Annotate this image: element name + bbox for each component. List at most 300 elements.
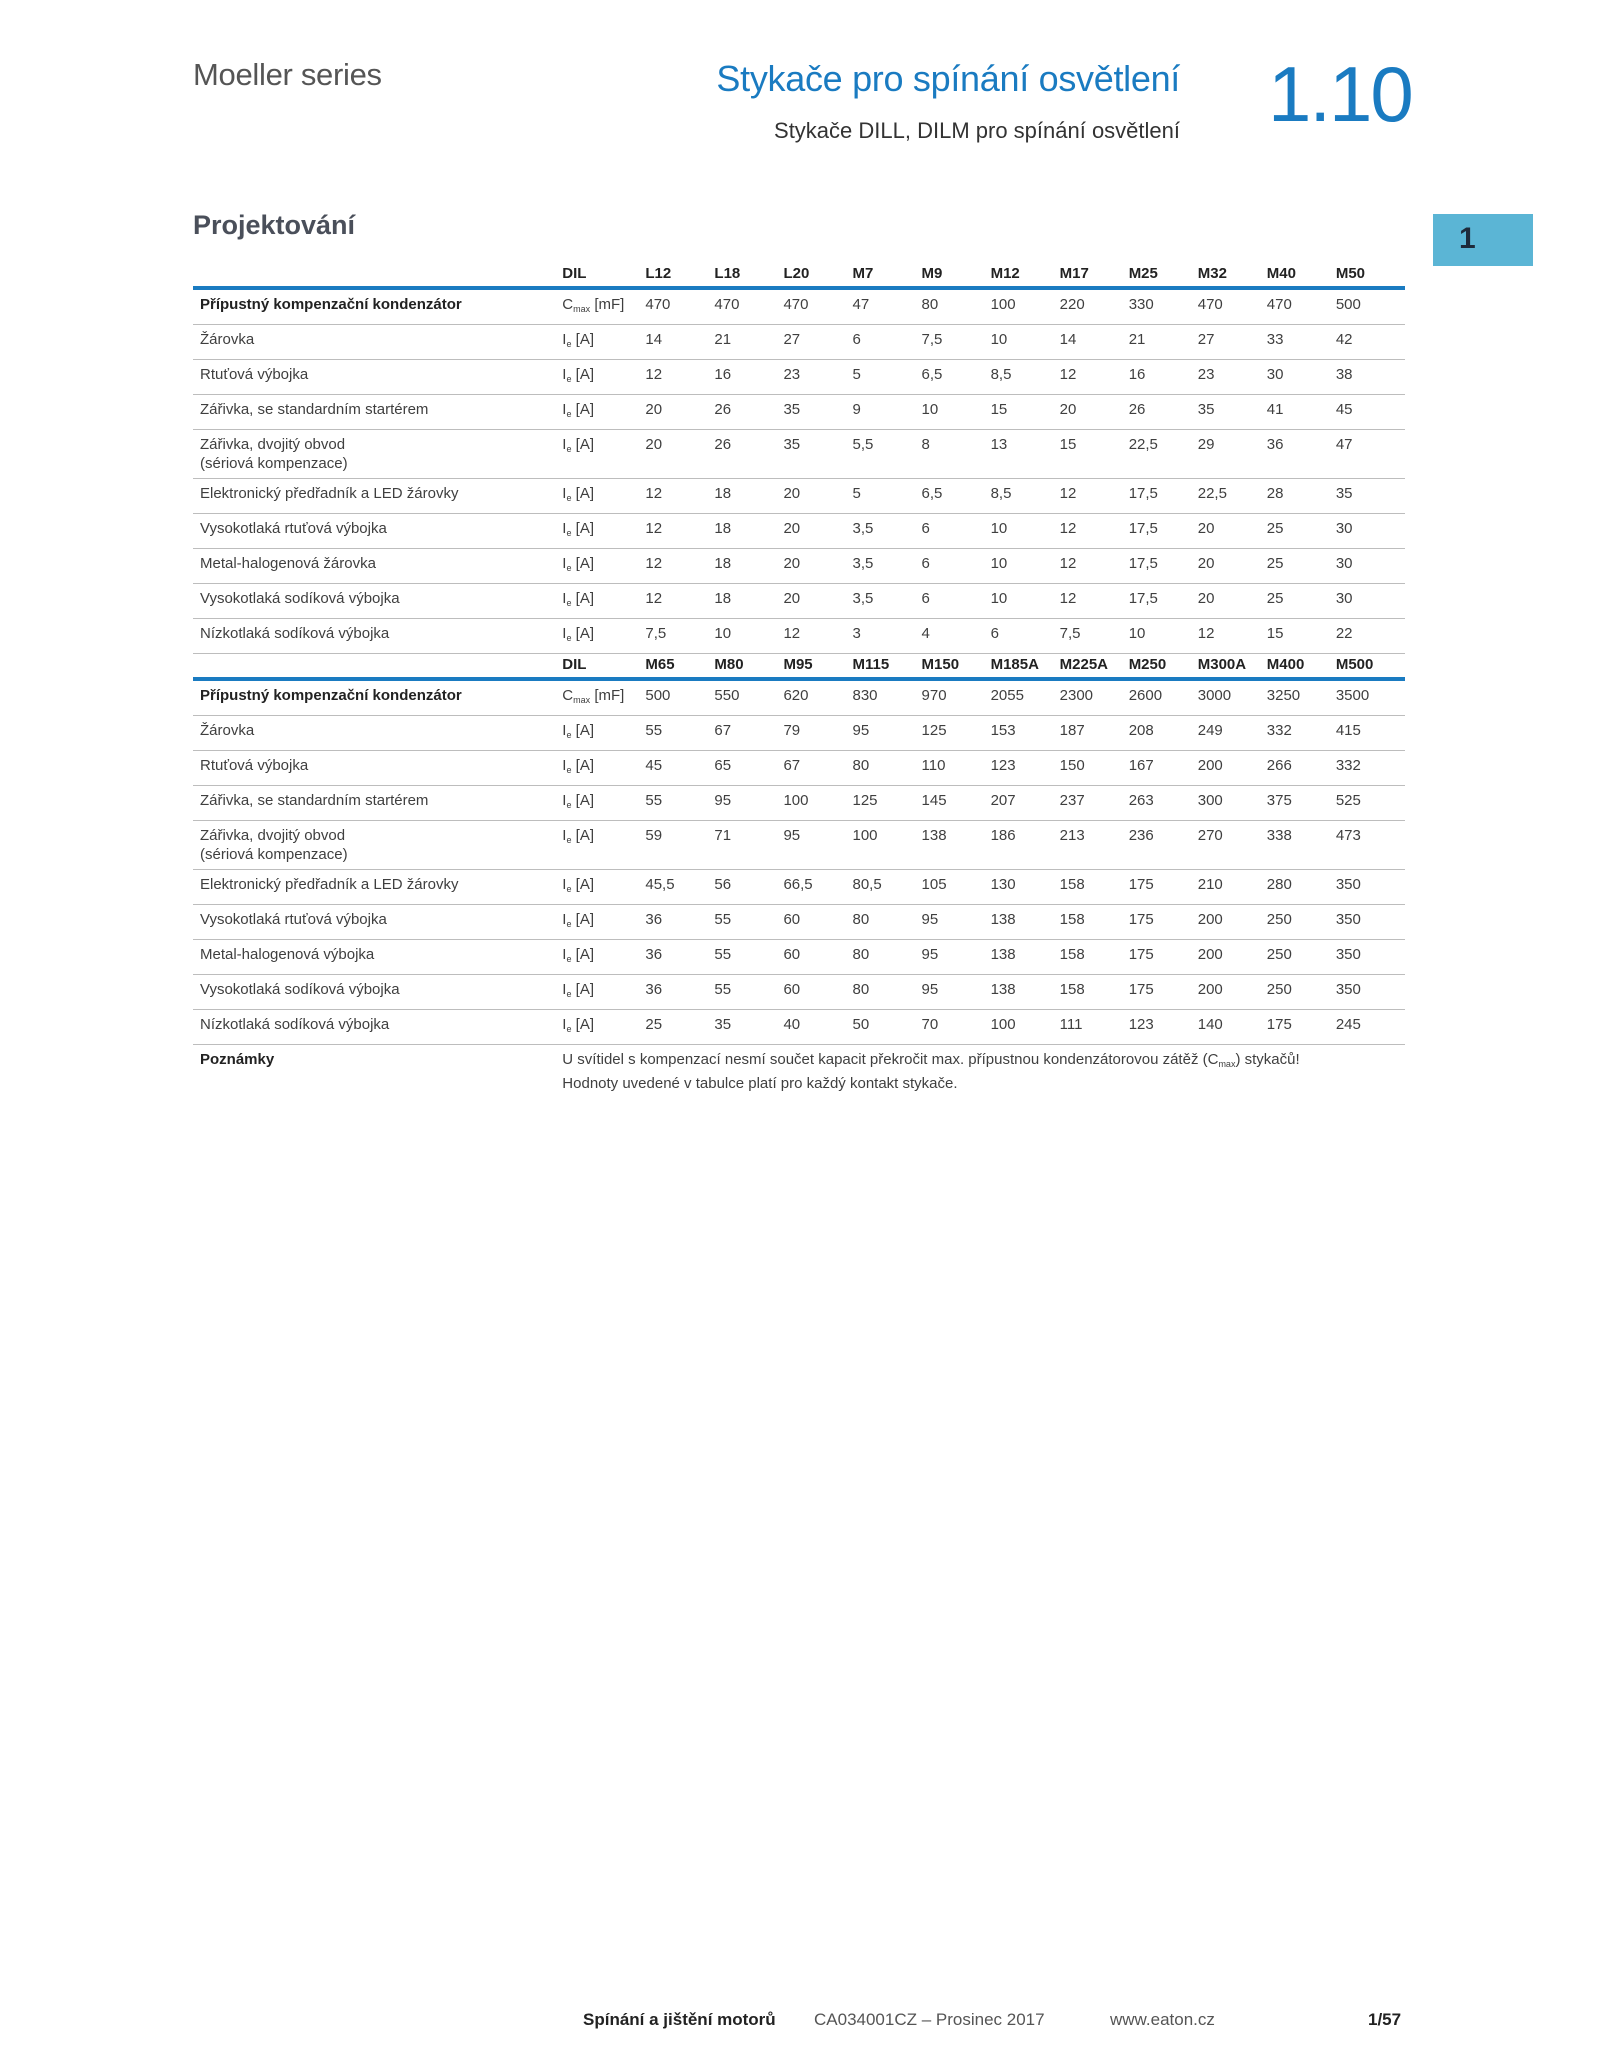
value-cell: 300	[1198, 786, 1267, 821]
value-cell: 123	[1129, 1010, 1198, 1045]
row-unit	[562, 975, 645, 1010]
value-cell: 525	[1336, 786, 1405, 821]
value-cell: 26	[714, 395, 783, 430]
value-cell: 50	[853, 1010, 922, 1045]
table-row	[193, 479, 1405, 514]
value-cell: 27	[1198, 325, 1267, 360]
unit-symbol: I	[562, 722, 567, 739]
column-header: M300A	[1198, 649, 1267, 679]
row-unit	[562, 940, 645, 975]
value-cell: 20	[645, 430, 714, 479]
value-cell: 213	[1060, 821, 1129, 870]
notes-row	[193, 1045, 1405, 1099]
row-label	[193, 584, 562, 619]
unit-symbol: I	[562, 911, 567, 928]
unit-text: [A]	[571, 757, 594, 774]
value-cell: 375	[1267, 786, 1336, 821]
value-cell: 250	[1267, 975, 1336, 1010]
value-cell: 35	[714, 1010, 783, 1045]
row-label	[193, 288, 562, 325]
value-cell: 67	[714, 716, 783, 751]
unit-text: [A]	[571, 436, 594, 453]
value-cell: 470	[714, 288, 783, 325]
value-cell: 20	[645, 395, 714, 430]
unit-text: [A]	[571, 520, 594, 537]
value-cell: 175	[1129, 905, 1198, 940]
value-cell: 110	[922, 751, 991, 786]
value-cell: 250	[1267, 940, 1336, 975]
unit-subscript: e	[566, 800, 572, 810]
series-name: Moeller series	[193, 57, 382, 92]
unit-text: [A]	[571, 827, 594, 844]
value-cell: 13	[991, 430, 1060, 479]
header-empty	[193, 649, 562, 679]
value-cell: 12	[645, 479, 714, 514]
unit-subscript: e	[566, 954, 572, 964]
value-cell: 237	[1060, 786, 1129, 821]
value-cell: 70	[922, 1010, 991, 1045]
value-cell: 55	[645, 786, 714, 821]
value-cell: 36	[645, 905, 714, 940]
unit-text: [A]	[571, 485, 594, 502]
header-empty	[193, 258, 562, 288]
value-cell: 17,5	[1129, 514, 1198, 549]
value-cell: 67	[783, 751, 852, 786]
unit-subscript: e	[566, 374, 572, 384]
column-header: M50	[1336, 258, 1405, 288]
value-cell: 158	[1060, 940, 1129, 975]
value-cell: 25	[1267, 514, 1336, 549]
notes-line1-b: ) stykačů!	[1235, 1051, 1300, 1068]
value-cell: 22,5	[1129, 430, 1198, 479]
value-cell: 2300	[1060, 679, 1129, 716]
value-cell: 970	[922, 679, 991, 716]
row-label-text: Zářivka, dvojitý obvod	[200, 436, 346, 453]
row-label	[193, 940, 562, 975]
value-cell: 830	[853, 679, 922, 716]
value-cell: 14	[1060, 325, 1129, 360]
row-label-text: Zářivka, se standardním startérem	[200, 401, 429, 418]
value-cell: 79	[783, 716, 852, 751]
value-cell: 100	[991, 1010, 1060, 1045]
value-cell: 138	[922, 821, 991, 870]
row-label	[193, 975, 562, 1010]
row-label-text: Nízkotlaká sodíková výbojka	[200, 1016, 390, 1033]
table-header-row	[193, 258, 1405, 288]
column-header: M32	[1198, 258, 1267, 288]
value-cell: 8	[922, 430, 991, 479]
value-cell: 140	[1198, 1010, 1267, 1045]
table-row	[193, 430, 1405, 479]
table-row	[193, 679, 1405, 716]
value-cell: 200	[1198, 940, 1267, 975]
value-cell: 80,5	[853, 870, 922, 905]
value-cell: 18	[714, 514, 783, 549]
row-unit	[562, 870, 645, 905]
value-cell: 6,5	[922, 479, 991, 514]
unit-text: [A]	[571, 792, 594, 809]
row-unit	[562, 821, 645, 870]
value-cell: 25	[1267, 584, 1336, 619]
row-label	[193, 395, 562, 430]
value-cell: 17,5	[1129, 584, 1198, 619]
value-cell: 18	[714, 479, 783, 514]
row-label	[193, 1010, 562, 1045]
section-heading: Projektování	[193, 210, 356, 240]
value-cell: 415	[1336, 716, 1405, 751]
unit-text: [A]	[571, 946, 594, 963]
column-header: M185A	[991, 649, 1060, 679]
value-cell: 42	[1336, 325, 1405, 360]
row-unit	[562, 905, 645, 940]
value-cell: 80	[853, 751, 922, 786]
value-cell: 38	[1336, 360, 1405, 395]
unit-subscript: e	[566, 989, 572, 999]
row-label	[193, 905, 562, 940]
row-label	[193, 479, 562, 514]
unit-subscript: e	[566, 339, 572, 349]
value-cell: 12	[645, 549, 714, 584]
contactor-table-1	[193, 258, 1405, 654]
value-cell: 95	[922, 905, 991, 940]
value-cell: 65	[714, 751, 783, 786]
value-cell: 7,5	[1060, 619, 1129, 654]
value-cell: 95	[922, 940, 991, 975]
value-cell: 175	[1129, 870, 1198, 905]
row-unit	[562, 679, 645, 716]
value-cell: 12	[1060, 549, 1129, 584]
unit-symbol: I	[562, 1016, 567, 1033]
value-cell: 200	[1198, 905, 1267, 940]
value-cell: 200	[1198, 975, 1267, 1010]
column-header: M12	[991, 258, 1060, 288]
value-cell: 207	[991, 786, 1060, 821]
value-cell: 28	[1267, 479, 1336, 514]
unit-symbol: I	[562, 331, 567, 348]
value-cell: 26	[714, 430, 783, 479]
table-row	[193, 870, 1405, 905]
row-unit	[562, 1010, 645, 1045]
row-label-text: Vysokotlaká rtuťová výbojka	[200, 520, 387, 537]
value-cell: 145	[922, 786, 991, 821]
column-header: M250	[1129, 649, 1198, 679]
value-cell: 23	[1198, 360, 1267, 395]
table-header-row	[193, 649, 1405, 679]
footer-website: www.eaton.cz	[1110, 2010, 1215, 2029]
value-cell: 338	[1267, 821, 1336, 870]
table-row	[193, 584, 1405, 619]
value-cell: 158	[1060, 905, 1129, 940]
table-row	[193, 975, 1405, 1010]
value-cell: 47	[1336, 430, 1405, 479]
row-unit	[562, 395, 645, 430]
unit-text: [A]	[571, 401, 594, 418]
unit-subscript: e	[566, 884, 572, 894]
value-cell: 153	[991, 716, 1060, 751]
row-label-text: Elektronický předřadník a LED žárovky	[200, 485, 459, 502]
value-cell: 10	[922, 395, 991, 430]
row-label	[193, 679, 562, 716]
value-cell: 2055	[991, 679, 1060, 716]
unit-text: [mF]	[590, 296, 625, 313]
value-cell: 3,5	[853, 584, 922, 619]
column-header: M115	[853, 649, 922, 679]
value-cell: 186	[991, 821, 1060, 870]
value-cell: 138	[991, 975, 1060, 1010]
row-label-text-2: (sériová kompenzace)	[200, 846, 348, 863]
value-cell: 3,5	[853, 514, 922, 549]
value-cell: 220	[1060, 288, 1129, 325]
value-cell: 36	[1267, 430, 1336, 479]
value-cell: 350	[1336, 905, 1405, 940]
value-cell: 473	[1336, 821, 1405, 870]
value-cell: 21	[714, 325, 783, 360]
value-cell: 4	[922, 619, 991, 654]
unit-subscript: e	[566, 563, 572, 573]
value-cell: 2600	[1129, 679, 1198, 716]
value-cell: 123	[991, 751, 1060, 786]
row-unit	[562, 479, 645, 514]
value-cell: 14	[645, 325, 714, 360]
value-cell: 10	[714, 619, 783, 654]
value-cell: 12	[1198, 619, 1267, 654]
row-label-text: Žárovka	[200, 331, 255, 348]
value-cell: 22	[1336, 619, 1405, 654]
unit-symbol: I	[562, 520, 567, 537]
value-cell: 12	[645, 360, 714, 395]
unit-subscript: e	[566, 730, 572, 740]
value-cell: 6	[922, 584, 991, 619]
unit-symbol: I	[562, 366, 567, 383]
value-cell: 30	[1336, 514, 1405, 549]
value-cell: 10	[991, 514, 1060, 549]
column-header: M95	[783, 649, 852, 679]
unit-symbol: I	[562, 876, 567, 893]
chapter-tab-label: 1	[1459, 222, 1476, 255]
value-cell: 100	[991, 288, 1060, 325]
value-cell: 22,5	[1198, 479, 1267, 514]
notes-label: Poznámky	[200, 1051, 275, 1068]
value-cell: 3000	[1198, 679, 1267, 716]
value-cell: 100	[783, 786, 852, 821]
row-label-text: Metal-halogenová žárovka	[200, 555, 376, 572]
column-header: M25	[1129, 258, 1198, 288]
column-header: M150	[922, 649, 991, 679]
value-cell: 15	[1060, 430, 1129, 479]
value-cell: 332	[1336, 751, 1405, 786]
table-row	[193, 288, 1405, 325]
value-cell: 45	[1336, 395, 1405, 430]
value-cell: 175	[1267, 1010, 1336, 1045]
value-cell: 20	[1198, 514, 1267, 549]
value-cell: 20	[783, 479, 852, 514]
value-cell: 95	[783, 821, 852, 870]
value-cell: 25	[1267, 549, 1336, 584]
row-label-text: Zářivka, se standardním startérem	[200, 792, 429, 809]
column-header: M65	[645, 649, 714, 679]
value-cell: 130	[991, 870, 1060, 905]
row-unit	[562, 786, 645, 821]
value-cell: 41	[1267, 395, 1336, 430]
value-cell: 125	[922, 716, 991, 751]
value-cell: 80	[922, 288, 991, 325]
value-cell: 12	[645, 514, 714, 549]
value-cell: 100	[853, 821, 922, 870]
row-unit	[562, 549, 645, 584]
value-cell: 95	[853, 716, 922, 751]
table-row	[193, 360, 1405, 395]
row-label	[193, 430, 562, 479]
value-cell: 125	[853, 786, 922, 821]
value-cell: 8,5	[991, 360, 1060, 395]
unit-text: [A]	[571, 911, 594, 928]
row-label-text: Žárovka	[200, 722, 255, 739]
row-label-text: Zářivka, dvojitý obvod	[200, 827, 346, 844]
value-cell: 138	[991, 940, 1060, 975]
row-label-text-2: (sériová kompenzace)	[200, 455, 348, 472]
header-label: DIL	[562, 258, 645, 288]
value-cell: 6	[922, 549, 991, 584]
unit-text: [A]	[571, 722, 594, 739]
column-header: M40	[1267, 258, 1336, 288]
value-cell: 10	[991, 325, 1060, 360]
column-header: L20	[783, 258, 852, 288]
unit-symbol: I	[562, 625, 567, 642]
value-cell: 80	[853, 975, 922, 1010]
value-cell: 210	[1198, 870, 1267, 905]
value-cell: 7,5	[922, 325, 991, 360]
value-cell: 56	[714, 870, 783, 905]
value-cell: 60	[783, 905, 852, 940]
value-cell: 55	[714, 905, 783, 940]
row-label	[193, 751, 562, 786]
value-cell: 17,5	[1129, 549, 1198, 584]
unit-symbol: I	[562, 485, 567, 502]
unit-subscript: e	[566, 835, 572, 845]
value-cell: 5	[853, 360, 922, 395]
unit-subscript: e	[566, 1024, 572, 1034]
page-title: Stykače pro spínání osvětlení	[716, 58, 1180, 99]
row-unit	[562, 325, 645, 360]
column-header: M225A	[1060, 649, 1129, 679]
value-cell: 20	[783, 514, 852, 549]
value-cell: 55	[714, 940, 783, 975]
unit-symbol: C	[562, 296, 574, 313]
value-cell: 36	[645, 975, 714, 1010]
row-unit	[562, 751, 645, 786]
footer-document: CA034001CZ – Prosinec 2017	[814, 2010, 1045, 2029]
value-cell: 158	[1060, 975, 1129, 1010]
value-cell: 55	[714, 975, 783, 1010]
unit-text: [A]	[571, 555, 594, 572]
row-unit	[562, 716, 645, 751]
column-header: M80	[714, 649, 783, 679]
column-header: M17	[1060, 258, 1129, 288]
row-unit	[562, 430, 645, 479]
value-cell: 15	[991, 395, 1060, 430]
table-row	[193, 751, 1405, 786]
value-cell: 60	[783, 975, 852, 1010]
column-header: M500	[1336, 649, 1405, 679]
value-cell: 500	[1336, 288, 1405, 325]
value-cell: 16	[714, 360, 783, 395]
value-cell: 105	[922, 870, 991, 905]
value-cell: 350	[1336, 975, 1405, 1010]
chapter-tab	[1433, 214, 1533, 266]
row-label	[193, 514, 562, 549]
value-cell: 59	[645, 821, 714, 870]
value-cell: 80	[853, 905, 922, 940]
unit-subscript: e	[566, 919, 572, 929]
value-cell: 23	[783, 360, 852, 395]
value-cell: 60	[783, 940, 852, 975]
notes-line1-a: U svítidel s kompenzací nesmí součet kapacit překročit max. přípustnou kondenzátorovou zátěž (C	[562, 1051, 1219, 1068]
footer-chapter: Spínání a jištění motorů	[583, 2010, 776, 2029]
value-cell: 29	[1198, 430, 1267, 479]
row-unit	[562, 360, 645, 395]
table-row	[193, 1010, 1405, 1045]
value-cell: 187	[1060, 716, 1129, 751]
value-cell: 27	[783, 325, 852, 360]
value-cell: 12	[1060, 479, 1129, 514]
unit-subscript: e	[566, 598, 572, 608]
unit-symbol: I	[562, 792, 567, 809]
value-cell: 263	[1129, 786, 1198, 821]
value-cell: 6	[922, 514, 991, 549]
value-cell: 36	[645, 940, 714, 975]
row-label	[193, 549, 562, 584]
value-cell: 66,5	[783, 870, 852, 905]
unit-symbol: I	[562, 827, 567, 844]
unit-text: [A]	[571, 625, 594, 642]
value-cell: 33	[1267, 325, 1336, 360]
value-cell: 350	[1336, 870, 1405, 905]
unit-subscript: e	[566, 493, 572, 503]
value-cell: 20	[1060, 395, 1129, 430]
value-cell: 18	[714, 549, 783, 584]
value-cell: 167	[1129, 751, 1198, 786]
column-header: L12	[645, 258, 714, 288]
row-label-text: Elektronický předřadník a LED žárovky	[200, 876, 459, 893]
unit-symbol: I	[562, 401, 567, 418]
row-label-text: Vysokotlaká rtuťová výbojka	[200, 911, 387, 928]
value-cell: 5,5	[853, 430, 922, 479]
value-cell: 245	[1336, 1010, 1405, 1045]
value-cell: 12	[1060, 360, 1129, 395]
value-cell: 10	[1129, 619, 1198, 654]
row-label-text: Vysokotlaká sodíková výbojka	[200, 981, 400, 998]
value-cell: 35	[1198, 395, 1267, 430]
value-cell: 150	[1060, 751, 1129, 786]
row-label	[193, 360, 562, 395]
value-cell: 10	[991, 549, 1060, 584]
value-cell: 8,5	[991, 479, 1060, 514]
value-cell: 35	[1336, 479, 1405, 514]
unit-subscript: e	[566, 409, 572, 419]
value-cell: 250	[1267, 905, 1336, 940]
notes-line1-sub: max	[1218, 1059, 1236, 1069]
value-cell: 10	[991, 584, 1060, 619]
value-cell: 30	[1336, 584, 1405, 619]
value-cell: 280	[1267, 870, 1336, 905]
value-cell: 95	[714, 786, 783, 821]
column-header: M400	[1267, 649, 1336, 679]
unit-text: [A]	[571, 590, 594, 607]
value-cell: 138	[991, 905, 1060, 940]
row-label-text: Rtuťová výbojka	[200, 757, 309, 774]
value-cell: 80	[853, 940, 922, 975]
value-cell: 470	[1198, 288, 1267, 325]
